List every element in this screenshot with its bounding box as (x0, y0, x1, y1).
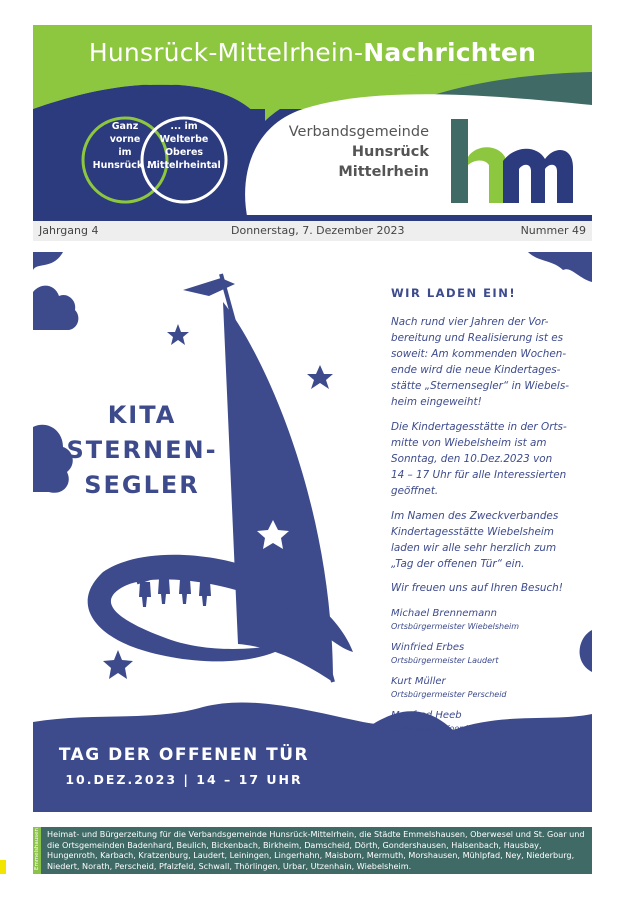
feature-panel (33, 252, 592, 812)
signatory-name: Michael Brennemann (391, 608, 497, 619)
circle-right-text: ... im Welterbe Oberes Mittelrheintal (147, 121, 221, 171)
signatory-name: Manfred Heeb (391, 710, 462, 721)
signatory-name: Winfried Erbes (391, 642, 465, 653)
issue-number: Nummer 49 (520, 224, 586, 237)
signatory-role: Ortsbürgermeister Wiebelsheim (391, 622, 520, 631)
signatory (391, 709, 577, 735)
verbandsgemeinde-name: Verbandsgemeinde Hunsrück Mittelrhein (288, 124, 429, 180)
paragraph-3: Im Namen des Zweckverbandes Kindertagesstätte Wiebelsheim laden wir alle sehr herzlich zum „Tag der offenen Tür“ ein. (391, 510, 559, 570)
event-date: 10.DEZ.2023 | 14 – 17 UHR (65, 772, 303, 787)
edge-marker (0, 860, 6, 874)
masthead (33, 25, 592, 221)
greeting: Wir freuen uns auf Ihren Besuch! (391, 582, 563, 594)
issue-volume: Jahrgang 4 (39, 224, 99, 237)
kita-title: KITA STERNEN- SEGLER (66, 401, 218, 499)
hm-logo-icon (445, 115, 575, 207)
signatory (391, 641, 577, 667)
issue-bar (33, 221, 592, 241)
signatory (391, 607, 577, 633)
footer-side-tag: Emmelshausen (33, 827, 41, 874)
signatory-role: Ortsbürgermeister Laudert (391, 656, 499, 665)
invite-heading: WIR LADEN EIN! (391, 286, 517, 300)
newspaper-title: Hunsrück-Mittelrhein-Nachrichten (88, 38, 537, 67)
circle-left-text: Ganz vorne im Hunsrück ... (92, 121, 158, 171)
event-title: TAG DER OFFENEN TÜR (58, 745, 310, 765)
paragraph-2: Die Kindertagesstätte in der Orts- mitte von Wiebelsheim ist am Sonntag, den 10.Dez.2023 von 14 – 17 Uhr für alle Interessierten geöffnet. (391, 421, 567, 497)
signatory (391, 675, 577, 701)
paragraph-1: Nach rund vier Jahren der Vor- bereitung und Realisierung ist es soweit: Am kommenden Wochen- ende wird die neue Kindertages- stätte „Sternensegler“ in Wiebels- heim eingeweiht! (391, 316, 569, 408)
signatory-name: Kurt Müller (391, 676, 446, 687)
footer-text: Heimat- und Bürgerzeitung für die Verbandsgemeinde Hunsrück-Mittelrhein, die Städte Emmelshausen, Oberwesel und St. Goar und die Ortsgemeinden Badenhard, Beulich, Bickenbach, Birkheim, Damscheid, Dörth, Gondershausen, Halsenbach, Hausbay, Hungenroth, Karbach, Kratzenburg, Laudert, Leiningen, Lingerhahn, Maisborn, Mermuth, Morshausen, Mühlpfad, Ney, Niederburg, Niedert, Norath, Perscheid, Pfalzfeld, Schwall, Thörlingen, Urbar, Utzenhain, Wiebelsheim. (47, 829, 585, 872)
footer (33, 827, 592, 874)
invitation-column (391, 286, 577, 743)
issue-date: Donnerstag, 7. Dezember 2023 (231, 224, 405, 237)
signatory-role: Ortsbürgermeister Perscheid (391, 690, 507, 699)
signatory-role: Kommunaler Koordinator (391, 724, 492, 733)
